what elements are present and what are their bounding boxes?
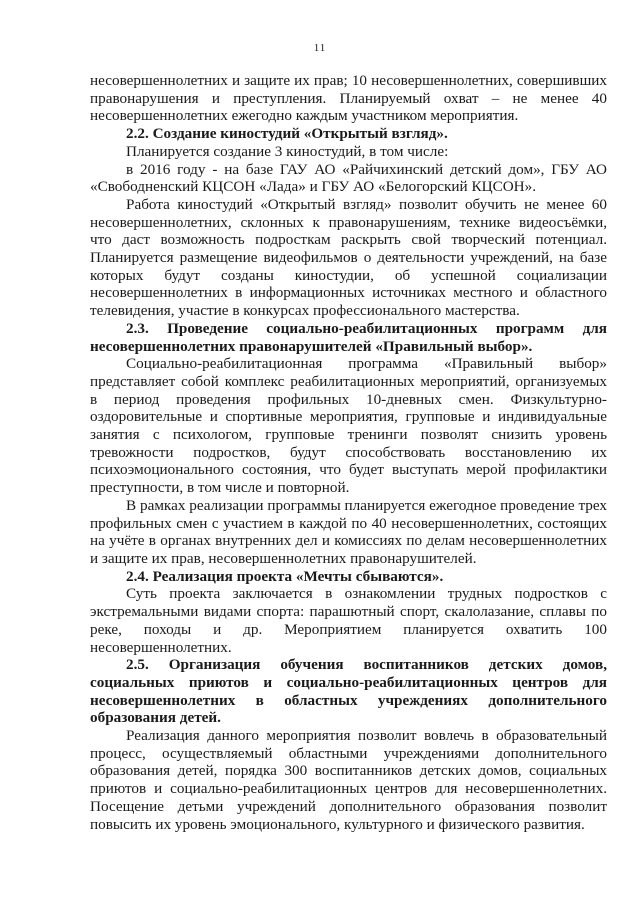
section-heading-2-2: 2.2. Создание киностудий «Открытый взгляд».: [126, 125, 448, 143]
paragraph-continuation: несовершеннолетних и защите их прав; 10 несовершеннолетних, совершивших правонарушения и преступления. Планируемый охват – не менее 40 несовершеннолетних ежегодно каждым участником мероприятия.: [90, 72, 607, 125]
paragraph: Суть проекта заключается в ознакомлении трудных подростков с экстремальными видами спорта: парашютный спорт, скалолазание, сплавы по реке, походы и др. Мероприятием планируется охватить 100 несовершеннолетних.: [90, 585, 607, 656]
paragraph: Реализация данного мероприятия позволит вовлечь в образовательный процесс, осуществляемый областными учреждениями дополнительного образования детей, порядка 300 воспитанников детских домов, социальных приютов и социально-реабилитационных центров для несовершеннолетних. Посещение детьми учреждений дополнительного образования позволит повысить их уровень эмоционального, культурного и физического развития.: [90, 727, 607, 833]
section-heading-2-5: 2.5. Организация обучения воспитанников детских домов, социальных приютов и социально-реабилитационных центров для несовершеннолетних в областных учреждениях дополнительного образования детей.: [90, 656, 607, 727]
paragraph: Планируется создание 3 киностудий, в том числе:: [126, 142, 449, 160]
paragraph: Работа киностудий «Открытый взгляд» позволит обучить не менее 60 несовершеннолетних, склонных к правонарушениям, технике видеосъёмки, что даст возможность подросткам раскрыть свой творческий потенциал. Планируется размещение видеофильмов о деятельности учреждений, на базе которых будут созданы киностудии, об успешной социализации несовершеннолетних в информационных источниках местного и областного телевидения, участие в конкурсах профессионального мастерства.: [90, 195, 607, 320]
paragraph: в 2016 году - на базе ГАУ АО «Райчихинский детский дом», ГБУ АО «Свободненский КЦСОН «Лада» и ГБУ АО «Белогорский КЦСОН».: [90, 160, 607, 196]
paragraph: Социально-реабилитационная программа «Правильный выбор» представляет собой комплекс реабилитационных мероприятий, организуемых в период проведения профильных 10-дневных смен. Физкультурно-оздоровительные и спортивные мероприятия, групповые и индивидуальные занятия с психологом, групповые тренинги позволят снизить уровень тревожности подростков, будут способствовать восстановлению их психоэмоционального состояния, что будет выступать мерой профилактики преступности, в том числе и повторной.: [90, 355, 607, 497]
section-heading-2-3: 2.3. Проведение социально-реабилитационных программ для несовершеннолетних правонарушителей «Правильный выбор».: [90, 319, 607, 355]
document-body: [90, 72, 607, 833]
page-number: 11: [313, 42, 327, 54]
paragraph: В рамках реализации программы планируется ежегодное проведение трех профильных смен с участием в каждой по 40 несовершеннолетних, состоящих на учёте в органах внутренних дел и комиссиях по делам несовершеннолетних и защите их прав, несовершеннолетних правонарушителей.: [90, 496, 607, 567]
section-heading-2-4: 2.4. Реализация проекта «Мечты сбываются».: [126, 567, 444, 585]
